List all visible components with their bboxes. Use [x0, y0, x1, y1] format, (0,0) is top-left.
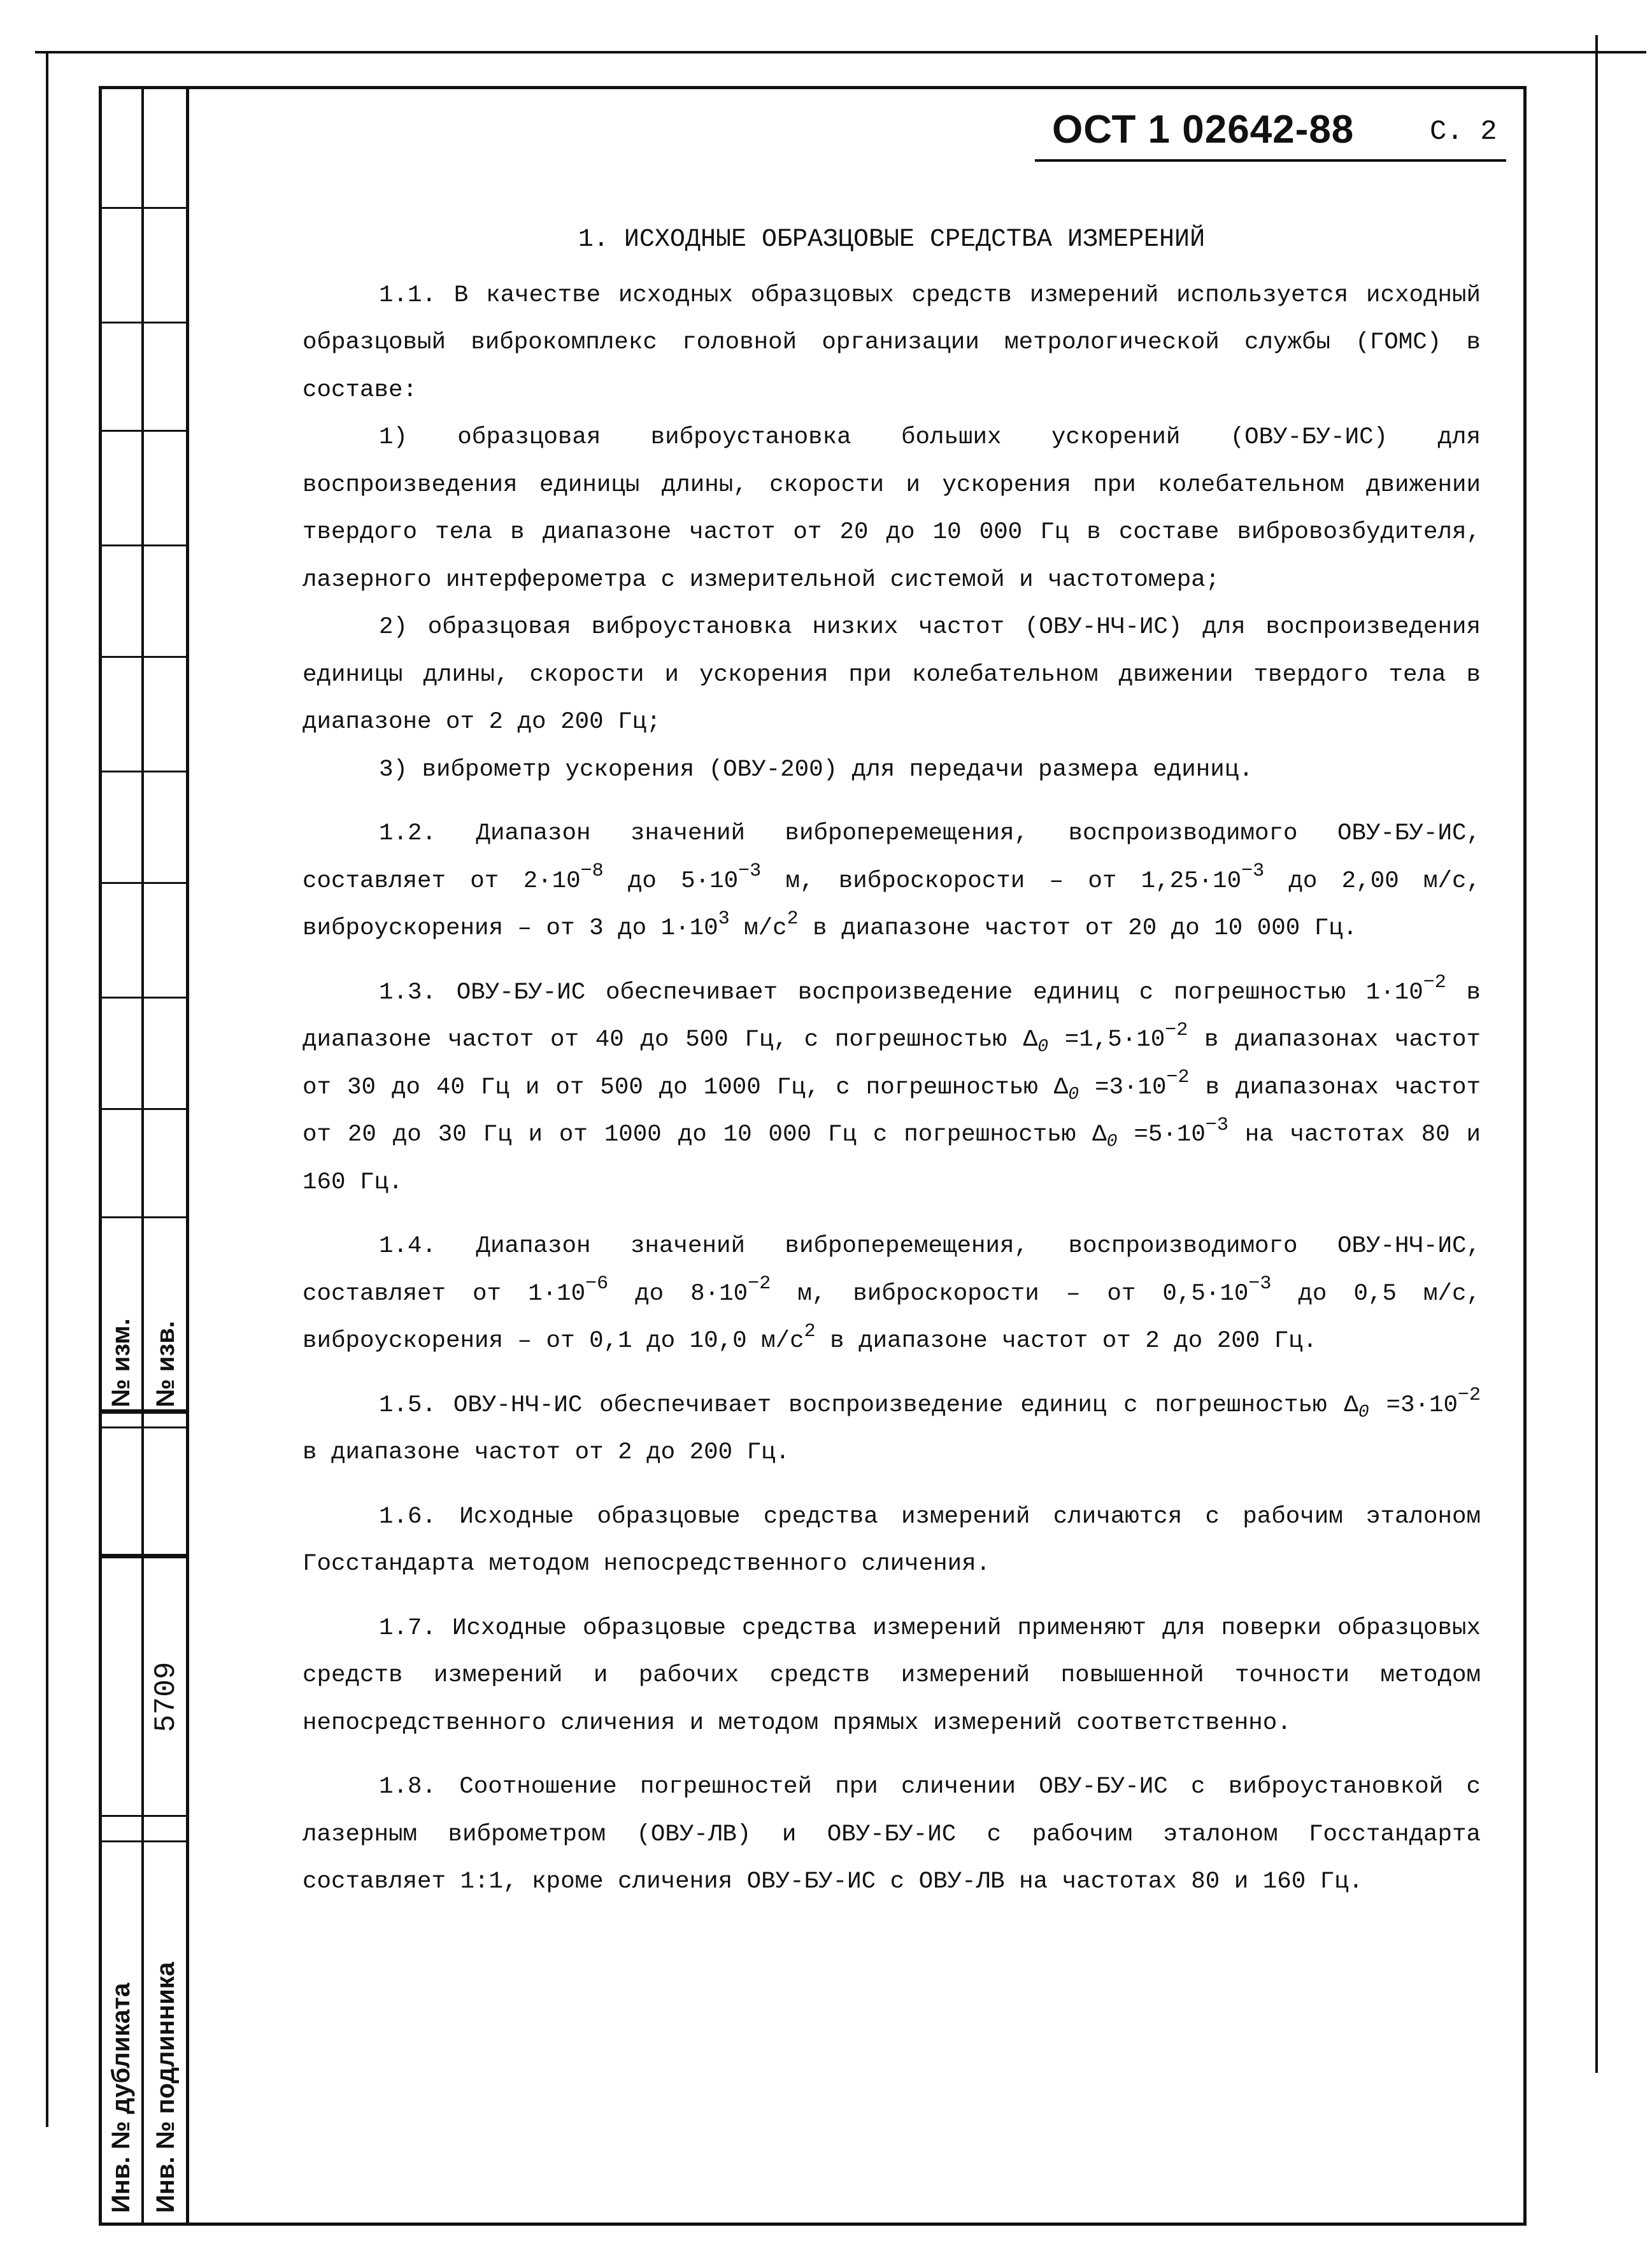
margin-thick-separator: [99, 1409, 188, 1414]
inner-frame-bottom: [99, 2223, 1525, 2226]
margin-cell-line: [99, 1108, 188, 1110]
paragraph-1-7: 1.7. Исходные образцовые средства измерений применяют для поверки образцовых средств измерений и рабочих средств измерений повышенной точности методом непосредственного сличения и методом прямых измерений соответственно.: [303, 1614, 1481, 1737]
duplicate-inventory-label: Инв. № дубликата: [107, 1982, 135, 2213]
paragraph-1-5: 1.5. ОВУ-НЧ-ИС обеспечивает воспроизведение единиц с погрешностью $\Delta_0 =3\cdot 10^{-2}$ в диапазоне частот от 2 до 200 Гц.: [303, 1384, 1481, 1466]
margin-cell-line: [99, 771, 188, 772]
paragraph-1-1-item-1: 1) образцовая виброустановка больших ускорений (ОВУ-БУ-ИС) для воспроизведения единицы длины, скорости и ускорения при колебательном движении твердого тела в диапазоне частот от 20 до 10 000 Гц в составе вибровозбудителя, лазерного интерферометра с измерительной системой и частотомера;: [303, 424, 1481, 594]
inner-frame-right: [1523, 86, 1527, 2226]
margin-cell-line: [99, 544, 188, 546]
outer-frame-left: [46, 51, 48, 2127]
outer-frame-top: [35, 51, 1646, 53]
page-number: С. 2: [1430, 116, 1497, 148]
paragraph-1-1-item-2: 2) образцовая виброустановка низких частот (ОВУ-НЧ-ИС) для воспроизведения единицы длины, скорости и ускорения при колебательном движении твердого тела в диапазоне от 2 до 200 Гц;: [303, 614, 1481, 736]
margin-cell-line: [99, 882, 188, 884]
margin-cell-line: [99, 656, 188, 658]
inner-frame-top: [99, 86, 1525, 89]
paragraph-1-4: 1.4. Диапазон значений виброперемещения, воспроизводимого ОВУ-НЧ-ИС, составляет от $1\cdot 10^{-6}$ до $8\cdot 10^{-2}$ м, виброскорости – от $0,5\cdot 10^{-3}$ до 0,5 м/с, виброускорения – от 0,1 до 10,0 $м/с^2$ в диапазоне частот от 2 до 200 Гц.: [303, 1233, 1481, 1355]
margin-cell-line: [99, 207, 188, 209]
paragraph-1-8: 1.8. Соотношение погрешностей при сличении ОВУ-БУ-ИС с виброустановкой с лазерным виброметром (ОВУ-ЛВ) и ОВУ-БУ-ИС с рабочим эталоном Госстандарта составляет 1:1, кроме сличения ОВУ-БУ-ИС с ОВУ-ЛВ на частотах 80 и 160 Гц.: [303, 1774, 1481, 1895]
margin-cell-line: [99, 1426, 188, 1428]
change-number-label: № изм.: [107, 1318, 135, 1407]
margin-cell-line: [99, 1216, 188, 1218]
margin-cell-line: [99, 322, 188, 324]
original-inventory-label: Инв. № подлинника: [152, 1961, 180, 2213]
document-code: ОСТ 1 02642-88: [1052, 108, 1355, 152]
notice-number-label: № изв.: [152, 1321, 180, 1407]
document-body: [303, 217, 1481, 1906]
inner-frame-left: [99, 86, 102, 2226]
margin-strip-right: [186, 86, 189, 2226]
section-heading: 1. ИСХОДНЫЕ ОБРАЗЦОВЫЕ СРЕДСТВА ИЗМЕРЕНИЙ: [578, 225, 1206, 254]
margin-column-divider: [141, 86, 144, 2226]
margin-cell-line: [99, 430, 188, 432]
paragraph-1-1: 1.1. В качестве исходных образцовых средств измерений используется исходный образцовый виброкомплекс головной организации метрологической службы (ГОМС) в составе:: [303, 281, 1481, 404]
original-inventory-value: 5709: [150, 1661, 183, 1732]
margin-thick-separator: [99, 1554, 188, 1558]
paragraph-1-1-item-3: 3) виброметр ускорения (ОВУ-200) для передачи размера единиц.: [379, 756, 1253, 783]
margin-cell-line: [99, 1815, 188, 1817]
paragraph-1-3: 1.3. ОВУ-БУ-ИС обеспечивает воспроизведение единиц с погрешностью $1\cdot 10^{-2}$ в диапазоне частот от 40 до 500 Гц, с погрешностью $\Delta_0 =1,5\cdot 10^{-2}$ в диапазонах частот от 30 до 40 Гц и от 500 до 1000 Гц, с погрешностью $\Delta_0 =3\cdot 10^{-2}$ в диапазонах частот от 20 до 30 Гц и от 1000 до 10 000 Гц с погрешностью $\Delta_0 =5\cdot 10^{-3}$ на частотах 80 и 160 Гц.: [303, 972, 1481, 1196]
outer-frame-right: [1595, 35, 1598, 2073]
margin-cell-line: [99, 997, 188, 999]
paragraph-1-6: 1.6. Исходные образцовые средства измерений сличаются с рабочим эталоном Госстандарта методом непосредственного сличения.: [303, 1503, 1481, 1577]
header-underline: [1035, 159, 1506, 162]
paragraph-1-2: 1.2. Диапазон значений виброперемещения, воспроизводимого ОВУ-БУ-ИС, составляет от $2\cdot 10^{-8}$ до $5\cdot 10^{-3}$ м, виброскорости – от $1,25\cdot 10^{-3}$ до 2,00 м/с, виброускорения – от 3 до $1\cdot 10^3$ $м/с^2$ в диапазоне частот от 20 до 10 000 Гц.: [303, 820, 1481, 942]
margin-cell-line: [99, 1840, 188, 1842]
